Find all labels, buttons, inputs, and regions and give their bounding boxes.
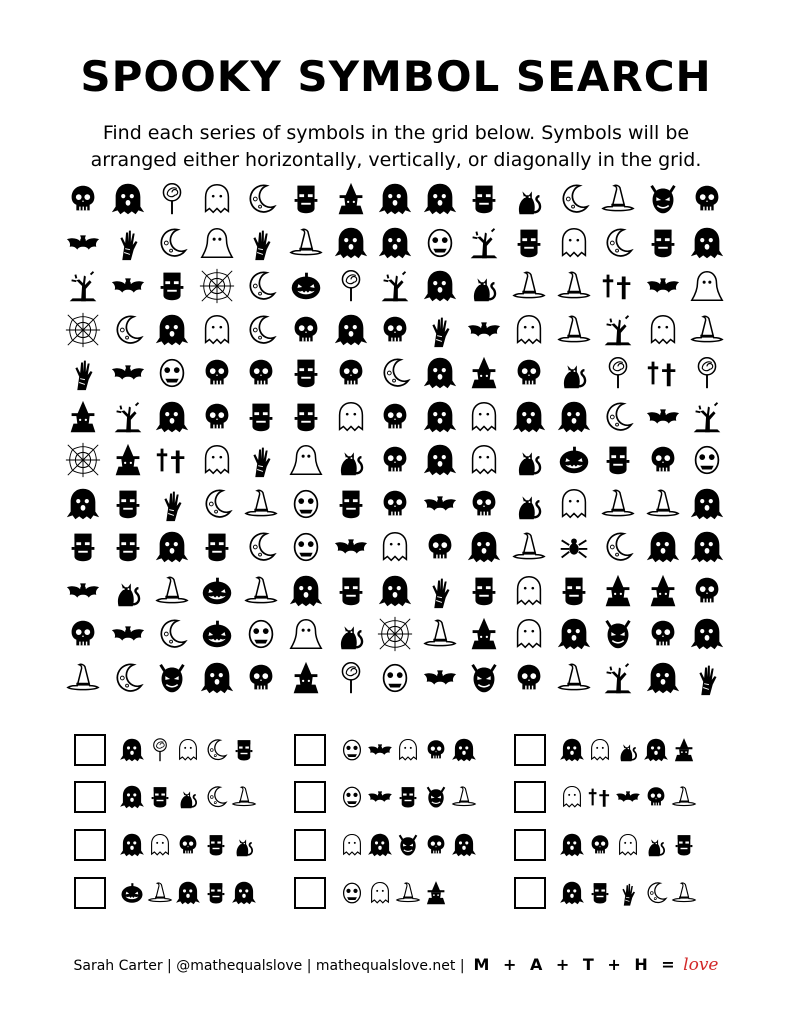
- lollipop-icon: [146, 734, 174, 766]
- skull-icon: [198, 398, 236, 436]
- witch-hat-icon: [146, 877, 174, 909]
- skull-icon: [510, 659, 548, 697]
- task-checkbox[interactable]: [74, 877, 106, 909]
- frankenstein-icon: [230, 734, 258, 766]
- bat-icon: [64, 572, 102, 610]
- ghost-outline-icon: [510, 615, 548, 653]
- ghost-icon: [118, 829, 146, 861]
- cat-icon: [109, 572, 147, 610]
- tree-icon: [376, 267, 414, 305]
- ghost-outline-icon: [510, 572, 548, 610]
- ghost-icon: [376, 180, 414, 218]
- skull-outline-icon: [242, 615, 280, 653]
- frankenstein-icon: [202, 877, 230, 909]
- skull-icon: [422, 734, 450, 766]
- ghost-icon: [688, 615, 726, 653]
- bat-icon: [465, 311, 503, 349]
- skull-icon: [586, 829, 614, 861]
- moon-icon: [153, 615, 191, 653]
- moon-icon: [599, 528, 637, 566]
- frankenstein-icon: [109, 485, 147, 523]
- lollipop-icon: [599, 354, 637, 392]
- ghost-outline-icon: [644, 311, 682, 349]
- cat-icon: [555, 354, 593, 392]
- frankenstein-icon: [242, 398, 280, 436]
- zombie-hand-icon: [421, 311, 459, 349]
- cat-icon: [332, 615, 370, 653]
- witch-icon: [670, 734, 698, 766]
- witch-hat-icon: [670, 877, 698, 909]
- ghost-icon: [450, 734, 478, 766]
- frankenstein-icon: [332, 572, 370, 610]
- ghost-outline-icon: [510, 311, 548, 349]
- ghost-outline-icon: [614, 829, 642, 861]
- zombie-hand-icon: [614, 877, 642, 909]
- ghost-icon: [118, 781, 146, 813]
- skull-icon: [376, 311, 414, 349]
- witch-icon: [465, 615, 503, 653]
- footer: [0, 955, 792, 975]
- witch-hat-icon: [555, 311, 593, 349]
- moon-icon: [242, 528, 280, 566]
- ghost-outline-icon: [332, 398, 370, 436]
- skull-icon: [242, 659, 280, 697]
- frankenstein-icon: [153, 267, 191, 305]
- moon-icon: [153, 224, 191, 262]
- task-checkbox[interactable]: [514, 877, 546, 909]
- moon-icon: [202, 734, 230, 766]
- ghost-outline-icon: [338, 829, 366, 861]
- frankenstein-icon: [586, 877, 614, 909]
- devil-icon: [599, 615, 637, 653]
- moon-icon: [376, 354, 414, 392]
- ghost-outline-icon: [555, 485, 593, 523]
- frankenstein-icon: [202, 829, 230, 861]
- witch-icon: [422, 877, 450, 909]
- devil-icon: [422, 781, 450, 813]
- cat-icon: [174, 781, 202, 813]
- ghost-outline-icon: [558, 781, 586, 813]
- ghost-icon: [421, 441, 459, 479]
- frankenstein-icon: [332, 485, 370, 523]
- skull-icon: [642, 781, 670, 813]
- skull-icon: [644, 615, 682, 653]
- sheet-ghost-icon: [198, 224, 236, 262]
- witch-hat-icon: [242, 572, 280, 610]
- skull-icon: [376, 441, 414, 479]
- bat-icon: [644, 267, 682, 305]
- ghost-outline-icon: [146, 829, 174, 861]
- task-item: [294, 829, 504, 871]
- task-checkbox[interactable]: [294, 781, 326, 813]
- tree-icon: [465, 224, 503, 262]
- spider-web-icon: [376, 615, 414, 653]
- witch-hat-icon: [153, 572, 191, 610]
- pumpkin-icon: [287, 267, 325, 305]
- ghost-icon: [118, 734, 146, 766]
- bat-icon: [366, 781, 394, 813]
- witch-icon: [465, 354, 503, 392]
- witch-icon: [64, 398, 102, 436]
- moon-icon: [109, 311, 147, 349]
- bat-icon: [421, 659, 459, 697]
- witch-hat-icon: [644, 485, 682, 523]
- task-checkbox[interactable]: [74, 829, 106, 861]
- witch-hat-icon: [555, 659, 593, 697]
- zombie-hand-icon: [421, 572, 459, 610]
- ghost-icon: [421, 180, 459, 218]
- ghost-icon: [465, 528, 503, 566]
- skull-icon: [174, 829, 202, 861]
- ghost-icon: [421, 267, 459, 305]
- ghost-icon: [174, 877, 202, 909]
- witch-icon: [599, 572, 637, 610]
- task-item: [74, 781, 284, 823]
- sheet-ghost-icon: [287, 441, 325, 479]
- devil-icon: [465, 659, 503, 697]
- tree-icon: [109, 398, 147, 436]
- witch-hat-icon: [421, 615, 459, 653]
- witch-hat-icon: [599, 485, 637, 523]
- task-item: [294, 781, 504, 823]
- task-item: [74, 829, 284, 871]
- ghost-outline-icon: [465, 441, 503, 479]
- frankenstein-icon: [394, 781, 422, 813]
- sheet-ghost-icon: [287, 615, 325, 653]
- skull-outline-icon: [338, 734, 366, 766]
- ghost-icon: [644, 528, 682, 566]
- frankenstein-icon: [670, 829, 698, 861]
- moon-icon: [242, 311, 280, 349]
- ghost-icon: [510, 398, 548, 436]
- pumpkin-icon: [198, 572, 236, 610]
- witch-hat-icon: [394, 877, 422, 909]
- frankenstein-icon: [287, 354, 325, 392]
- spider-web-icon: [198, 267, 236, 305]
- skull-outline-icon: [153, 354, 191, 392]
- cat-icon: [642, 829, 670, 861]
- cat-icon: [510, 485, 548, 523]
- skull-icon: [287, 311, 325, 349]
- cross-icon: [644, 354, 682, 392]
- ghost-icon: [153, 528, 191, 566]
- tree-icon: [599, 659, 637, 697]
- spider-web-icon: [64, 441, 102, 479]
- tree-icon: [688, 398, 726, 436]
- ghost-icon: [153, 398, 191, 436]
- frankenstein-icon: [644, 224, 682, 262]
- task-item: [514, 734, 724, 776]
- bat-icon: [421, 485, 459, 523]
- ghost-outline-icon: [174, 734, 202, 766]
- bat-icon: [332, 528, 370, 566]
- ghost-icon: [198, 659, 236, 697]
- task-checkbox[interactable]: [74, 734, 106, 766]
- ghost-icon: [376, 572, 414, 610]
- cross-icon: [586, 781, 614, 813]
- frankenstein-icon: [146, 781, 174, 813]
- skull-icon: [510, 354, 548, 392]
- zombie-hand-icon: [688, 659, 726, 697]
- skull-icon: [688, 180, 726, 218]
- ghost-outline-icon: [394, 734, 422, 766]
- skull-outline-icon: [287, 485, 325, 523]
- frankenstein-icon: [287, 180, 325, 218]
- cat-icon: [510, 441, 548, 479]
- zombie-hand-icon: [242, 224, 280, 262]
- witch-hat-icon: [555, 267, 593, 305]
- witch-icon: [644, 572, 682, 610]
- task-item: [514, 829, 724, 871]
- witch-hat-icon: [287, 224, 325, 262]
- skull-icon: [376, 485, 414, 523]
- skull-outline-icon: [338, 877, 366, 909]
- frankenstein-icon: [510, 224, 548, 262]
- page-title: SPOOKY SYMBOL SEARCH: [80, 52, 712, 101]
- instructions: Find each series of symbols in the grid below. Symbols will be arranged either horizontally, vertically, or diagonally in the grid.: [90, 122, 702, 171]
- ghost-icon: [688, 224, 726, 262]
- ghost-icon: [64, 485, 102, 523]
- ghost-icon: [558, 877, 586, 909]
- skull-outline-icon: [421, 224, 459, 262]
- spider-web-icon: [64, 311, 102, 349]
- ghost-icon: [558, 734, 586, 766]
- task-checkbox[interactable]: [514, 829, 546, 861]
- skull-icon: [242, 354, 280, 392]
- task-item: [74, 734, 284, 776]
- skull-icon: [688, 572, 726, 610]
- cat-icon: [465, 267, 503, 305]
- witch-hat-icon: [599, 180, 637, 218]
- tree-icon: [64, 267, 102, 305]
- cat-icon: [614, 734, 642, 766]
- witch-hat-icon: [688, 311, 726, 349]
- moon-icon: [242, 267, 280, 305]
- task-checkbox[interactable]: [74, 781, 106, 813]
- bat-icon: [644, 398, 682, 436]
- frankenstein-icon: [465, 572, 503, 610]
- frankenstein-icon: [555, 572, 593, 610]
- skull-icon: [376, 398, 414, 436]
- ghost-icon: [450, 829, 478, 861]
- task-checkbox[interactable]: [514, 734, 546, 766]
- ghost-icon: [332, 224, 370, 262]
- skull-icon: [64, 180, 102, 218]
- ghost-outline-icon: [198, 311, 236, 349]
- task-item: [294, 877, 504, 919]
- ghost-outline-icon: [465, 398, 503, 436]
- ghost-icon: [644, 659, 682, 697]
- skull-outline-icon: [338, 781, 366, 813]
- witch-hat-icon: [670, 781, 698, 813]
- zombie-hand-icon: [153, 485, 191, 523]
- ghost-outline-icon: [376, 528, 414, 566]
- ghost-outline-icon: [198, 441, 236, 479]
- skull-icon: [465, 485, 503, 523]
- skull-outline-icon: [688, 441, 726, 479]
- bat-icon: [109, 267, 147, 305]
- ghost-icon: [109, 180, 147, 218]
- skull-outline-icon: [376, 659, 414, 697]
- footer-credit: Sarah Carter | @mathequalslove | mathequalslove.net |: [73, 958, 465, 974]
- frankenstein-icon: [109, 528, 147, 566]
- moon-icon: [599, 398, 637, 436]
- ghost-outline-icon: [555, 224, 593, 262]
- cat-icon: [230, 829, 258, 861]
- ghost-icon: [153, 311, 191, 349]
- witch-hat-icon: [64, 659, 102, 697]
- witch-hat-icon: [242, 485, 280, 523]
- zombie-hand-icon: [109, 224, 147, 262]
- footer-love: love: [683, 955, 719, 975]
- skull-outline-icon: [287, 528, 325, 566]
- cross-icon: [153, 441, 191, 479]
- cat-icon: [510, 180, 548, 218]
- frankenstein-icon: [599, 441, 637, 479]
- skull-icon: [644, 441, 682, 479]
- bat-icon: [614, 781, 642, 813]
- frankenstein-icon: [465, 180, 503, 218]
- cat-icon: [332, 441, 370, 479]
- pumpkin-icon: [118, 877, 146, 909]
- ghost-icon: [642, 734, 670, 766]
- witch-hat-icon: [230, 781, 258, 813]
- ghost-outline-icon: [366, 877, 394, 909]
- task-item: [74, 877, 284, 919]
- skull-icon: [64, 615, 102, 653]
- frankenstein-icon: [64, 528, 102, 566]
- bat-icon: [109, 354, 147, 392]
- witch-icon: [332, 180, 370, 218]
- zombie-hand-icon: [242, 441, 280, 479]
- moon-icon: [198, 485, 236, 523]
- ghost-icon: [555, 615, 593, 653]
- cross-icon: [599, 267, 637, 305]
- task-checkbox[interactable]: [514, 781, 546, 813]
- ghost-icon: [688, 485, 726, 523]
- skull-icon: [422, 829, 450, 861]
- ghost-icon: [421, 398, 459, 436]
- ghost-icon: [688, 528, 726, 566]
- task-checkbox[interactable]: [294, 734, 326, 766]
- bat-icon: [366, 734, 394, 766]
- moon-icon: [555, 180, 593, 218]
- ghost-outline-icon: [586, 734, 614, 766]
- frankenstein-icon: [287, 398, 325, 436]
- ghost-icon: [332, 311, 370, 349]
- spider-icon: [555, 528, 593, 566]
- zombie-hand-icon: [64, 354, 102, 392]
- sheet-ghost-icon: [688, 267, 726, 305]
- bat-icon: [109, 615, 147, 653]
- witch-icon: [287, 659, 325, 697]
- witch-hat-icon: [510, 528, 548, 566]
- witch-hat-icon: [450, 781, 478, 813]
- witch-icon: [109, 441, 147, 479]
- devil-icon: [394, 829, 422, 861]
- skull-icon: [421, 528, 459, 566]
- pumpkin-icon: [555, 441, 593, 479]
- witch-hat-icon: [510, 267, 548, 305]
- ghost-icon: [421, 354, 459, 392]
- ghost-icon: [366, 829, 394, 861]
- moon-icon: [202, 781, 230, 813]
- ghost-outline-icon: [198, 180, 236, 218]
- skull-icon: [198, 354, 236, 392]
- task-item: [294, 734, 504, 776]
- pumpkin-icon: [198, 615, 236, 653]
- task-item: [514, 877, 724, 919]
- moon-icon: [642, 877, 670, 909]
- task-checkbox[interactable]: [294, 829, 326, 861]
- lollipop-icon: [153, 180, 191, 218]
- lollipop-icon: [332, 659, 370, 697]
- footer-brand: M + A + T + H =: [473, 955, 679, 974]
- ghost-icon: [376, 224, 414, 262]
- ghost-icon: [230, 877, 258, 909]
- moon-icon: [109, 659, 147, 697]
- moon-icon: [599, 224, 637, 262]
- ghost-icon: [555, 398, 593, 436]
- ghost-icon: [558, 829, 586, 861]
- task-item: [514, 781, 724, 823]
- lollipop-icon: [688, 354, 726, 392]
- lollipop-icon: [332, 267, 370, 305]
- task-checkbox[interactable]: [294, 877, 326, 909]
- moon-icon: [242, 180, 280, 218]
- devil-icon: [644, 180, 682, 218]
- frankenstein-icon: [198, 528, 236, 566]
- tree-icon: [599, 311, 637, 349]
- ghost-icon: [287, 572, 325, 610]
- skull-icon: [332, 354, 370, 392]
- devil-icon: [153, 659, 191, 697]
- bat-icon: [64, 224, 102, 262]
